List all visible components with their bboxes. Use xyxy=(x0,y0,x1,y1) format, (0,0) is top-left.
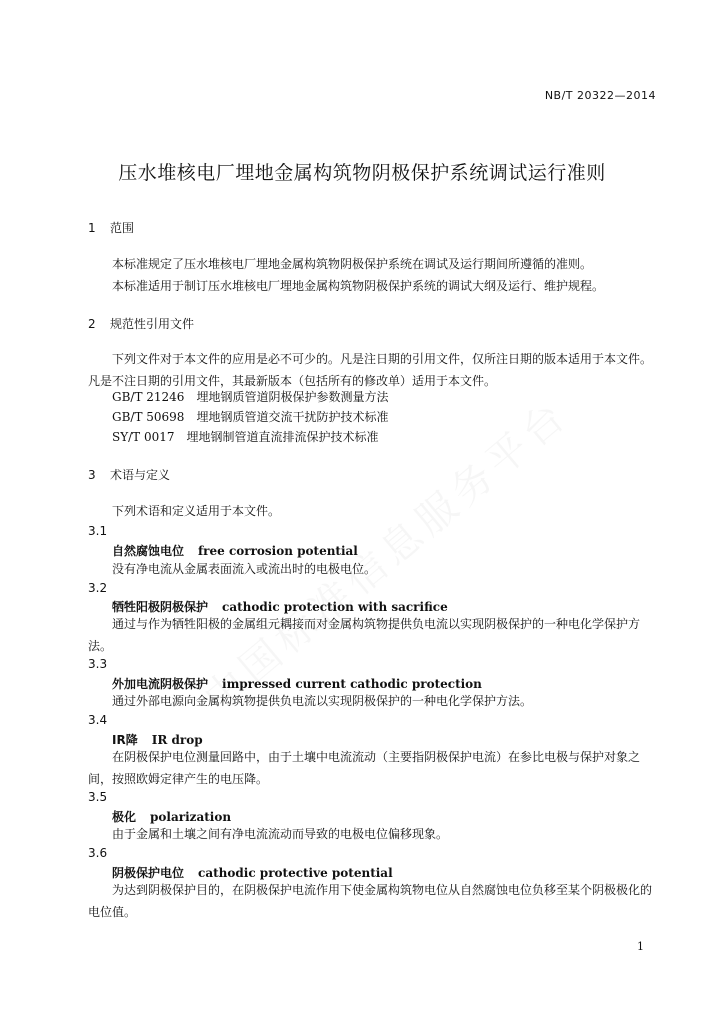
term-en: IR drop xyxy=(151,733,203,747)
term-definition: 为达到阴极保护目的，在阴极保护电流作用下使金属构筑物电位从自然腐蚀电位负移至某个阴极极化的电位值。 xyxy=(88,883,653,919)
reference-item: GB/T 21246 埋地钢质管道阴极保护参数测量方法 xyxy=(112,390,389,404)
term-cn: 阴极保护电位 xyxy=(112,866,185,880)
standard-code: NB/T 20322—2014 xyxy=(544,89,656,102)
term-cn: 外加电流阴极保护 xyxy=(112,677,209,691)
paragraph: 本标准适用于制订压水堆核电厂埋地金属构筑物阴极保护系统的调试大纲及运行、维护规程。 xyxy=(112,279,605,293)
term-en: cathodic protective potential xyxy=(198,866,393,880)
section-number: 1 xyxy=(88,221,96,235)
page-number: 1 xyxy=(637,940,644,953)
section-3-heading xyxy=(88,466,170,483)
section-title: 术语与定义 xyxy=(110,468,171,482)
paragraph: 下列文件对于本文件的应用是必不可少的。凡是注日期的引用文件，仅所注日期的版本适用于本文件。凡是不注日期的引用文件，其最新版本（包括所有的修改单）适用于本文件。 xyxy=(88,352,653,388)
document-title: 压水堆核电厂埋地金属构筑物阴极保护系统调试运行准则 xyxy=(118,162,606,184)
term-en: impressed current cathodic protection xyxy=(222,677,482,691)
clause-number: 3.1 xyxy=(88,524,108,538)
term-en: cathodic protection with sacrifice xyxy=(222,600,448,614)
term-cn: 极化 xyxy=(112,810,137,824)
clause-number: 3.6 xyxy=(88,846,108,860)
clause-number: 3.4 xyxy=(88,713,108,727)
clause-number: 3.2 xyxy=(88,581,108,595)
term-definition: 通过与作为牺牲阳极的金属组元耦接而对金属构筑物提供负电流以实现阴极保护的一种电化学保护方法。 xyxy=(88,617,641,653)
section-1-heading xyxy=(88,219,134,236)
term-definition: 在阴极保护电位测量回路中，由于土壤中电流流动（主要指阴极保护电流）在参比电极与保护对象之间，按照欧姆定律产生的电压降。 xyxy=(88,750,641,786)
section-2-heading xyxy=(88,315,194,332)
section-title: 规范性引用文件 xyxy=(110,317,195,331)
section-number: 2 xyxy=(88,317,96,331)
clause-number: 3.3 xyxy=(88,657,108,671)
term-cn: IR降 xyxy=(112,733,138,747)
term-heading xyxy=(112,542,358,559)
term-en: free corrosion potential xyxy=(198,544,358,558)
term-cn: 牺牲阳极阴极保护 xyxy=(112,600,209,614)
term-en: polarization xyxy=(150,810,232,824)
reference-item: SY/T 0017 埋地钢制管道直流排流保护技术标准 xyxy=(112,430,379,444)
section-number: 3 xyxy=(88,468,96,482)
term-cn: 自然腐蚀电位 xyxy=(112,544,185,558)
term-definition: 没有净电流从金属表面流入或流出时的电极电位。 xyxy=(112,562,377,576)
paragraph: 下列术语和定义适用于本文件。 xyxy=(112,504,281,518)
clause-number: 3.5 xyxy=(88,790,108,804)
reference-item: GB/T 50698 埋地钢质管道交流干扰防护技术标准 xyxy=(112,410,389,424)
paragraph: 本标准规定了压水堆核电厂埋地金属构筑物阴极保护系统在调试及运行期间所遵循的准则。 xyxy=(112,257,593,271)
term-definition: 通过外部电源向金属构筑物提供负电流以实现阴极保护的一种电化学保护方法。 xyxy=(112,694,533,708)
term-definition: 由于金属和土壤之间有净电流流动而导致的电极电位偏移现象。 xyxy=(112,827,449,841)
section-title: 范围 xyxy=(110,221,135,235)
